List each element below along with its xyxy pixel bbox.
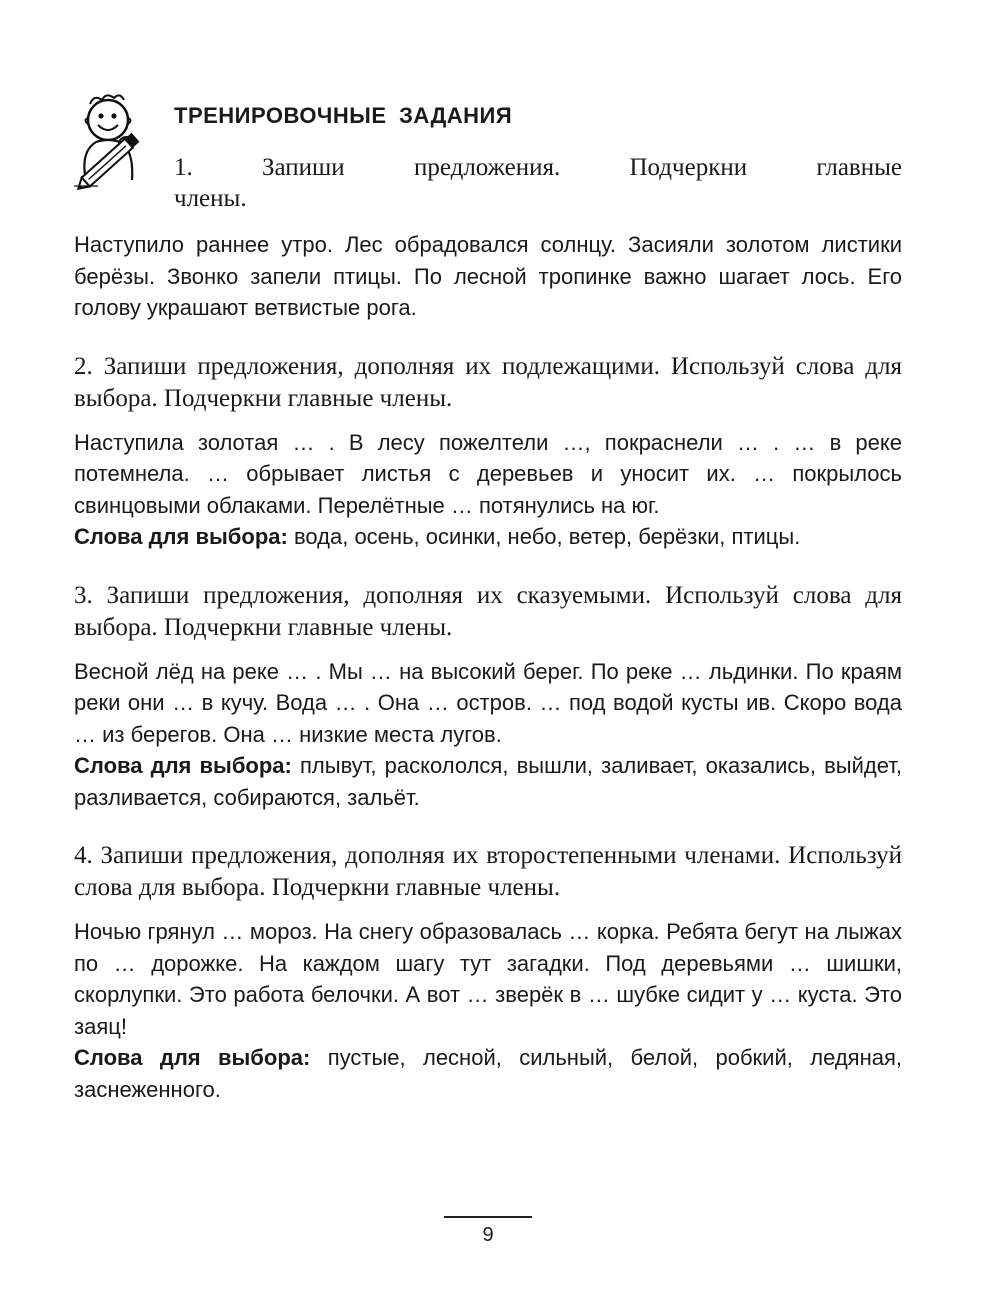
page-title: ТРЕНИРОВОЧНЫЕ ЗАДАНИЯ <box>174 103 513 128</box>
footer-rule <box>444 1216 532 1218</box>
task-4-instruction: 4. Запиши предложения, дополняя их второстепенными членами. Используй слова для выбора. Подчеркни главные члены. <box>74 842 902 901</box>
task-4-text: Ночью грянул … мороз. На снегу образовалась … корка. Ребята бегут на лыжах по … дорожке. На каждом шагу тут загадки. Под деревьями … шишки, скорлупки. Это работа белочки. А вот … зверёк в … шубке сидит у … куста. Это заяц! <box>74 919 902 1039</box>
task-2 <box>74 351 902 553</box>
task-3 <box>74 580 902 814</box>
task-4 <box>74 840 902 1105</box>
task-2-instruction: 2. Запиши предложения, дополняя их подлежащими. Используй слова для выбора. Подчеркни главные члены. <box>74 352 902 412</box>
word-bank-words: вода, осень, осинки, небо, ветер, берёзки, птицы. <box>293 524 801 549</box>
task-1-instruction-line2: члены. <box>174 185 247 212</box>
page-number: 9 <box>482 1224 494 1246</box>
workbook-page <box>74 88 902 1132</box>
task-1 <box>74 229 902 324</box>
word-bank-label: Слова для выбора: <box>74 524 288 549</box>
word-bank-words: плывут, раскололся, вышли, заливает, оказались, выйдет, разливается, собираются, зальёт. <box>74 753 902 810</box>
task-2-text: Наступила золотая … . В лесу пожелтели …, покраснели … . … в реке потемнела. … обрывает листья с деревьев и уносит их. … покрылось свинцовыми облаками. Перелётные … потянулись на юг. <box>74 429 902 518</box>
page-footer <box>443 1216 533 1247</box>
word-bank-label: Слова для выбора: <box>74 1045 311 1070</box>
task-4-word-bank <box>74 1042 902 1105</box>
word-bank-label: Слова для выбора: <box>74 753 292 778</box>
task-3-instruction: 3. Запиши предложения, дополняя их сказуемыми. Используй слова для выбора. Подчеркни главные члены. <box>74 581 902 641</box>
task-3-word-bank <box>74 750 902 813</box>
task-2-word-bank <box>74 521 902 553</box>
task-1-instruction-line1: 1. Запиши предложения. Подчеркни главные <box>174 154 902 181</box>
task-1-text: Наступило раннее утро. Лес обрадовался солнцу. Засияли золотом листики берёзы. Звонко запели птицы. По лесной тропинке важно шагает лось. Его голову украшают ветвистые рога. <box>74 232 902 320</box>
word-bank-words: пустые, лесной, сильный, белой, робкий, ледяная, заснеженного. <box>74 1045 902 1102</box>
child-with-pencil-icon <box>68 90 160 190</box>
task-3-text: Весной лёд на реке … . Мы … на высокий берег. По реке … льдинки. По краям реки они … в кучу. Вода … . Она … остров. … под водой кусты ив. Скоро вода … из берегов. Она … низкие места лугов. <box>74 658 902 747</box>
section-header <box>74 88 902 218</box>
task-1-instruction <box>174 152 902 214</box>
